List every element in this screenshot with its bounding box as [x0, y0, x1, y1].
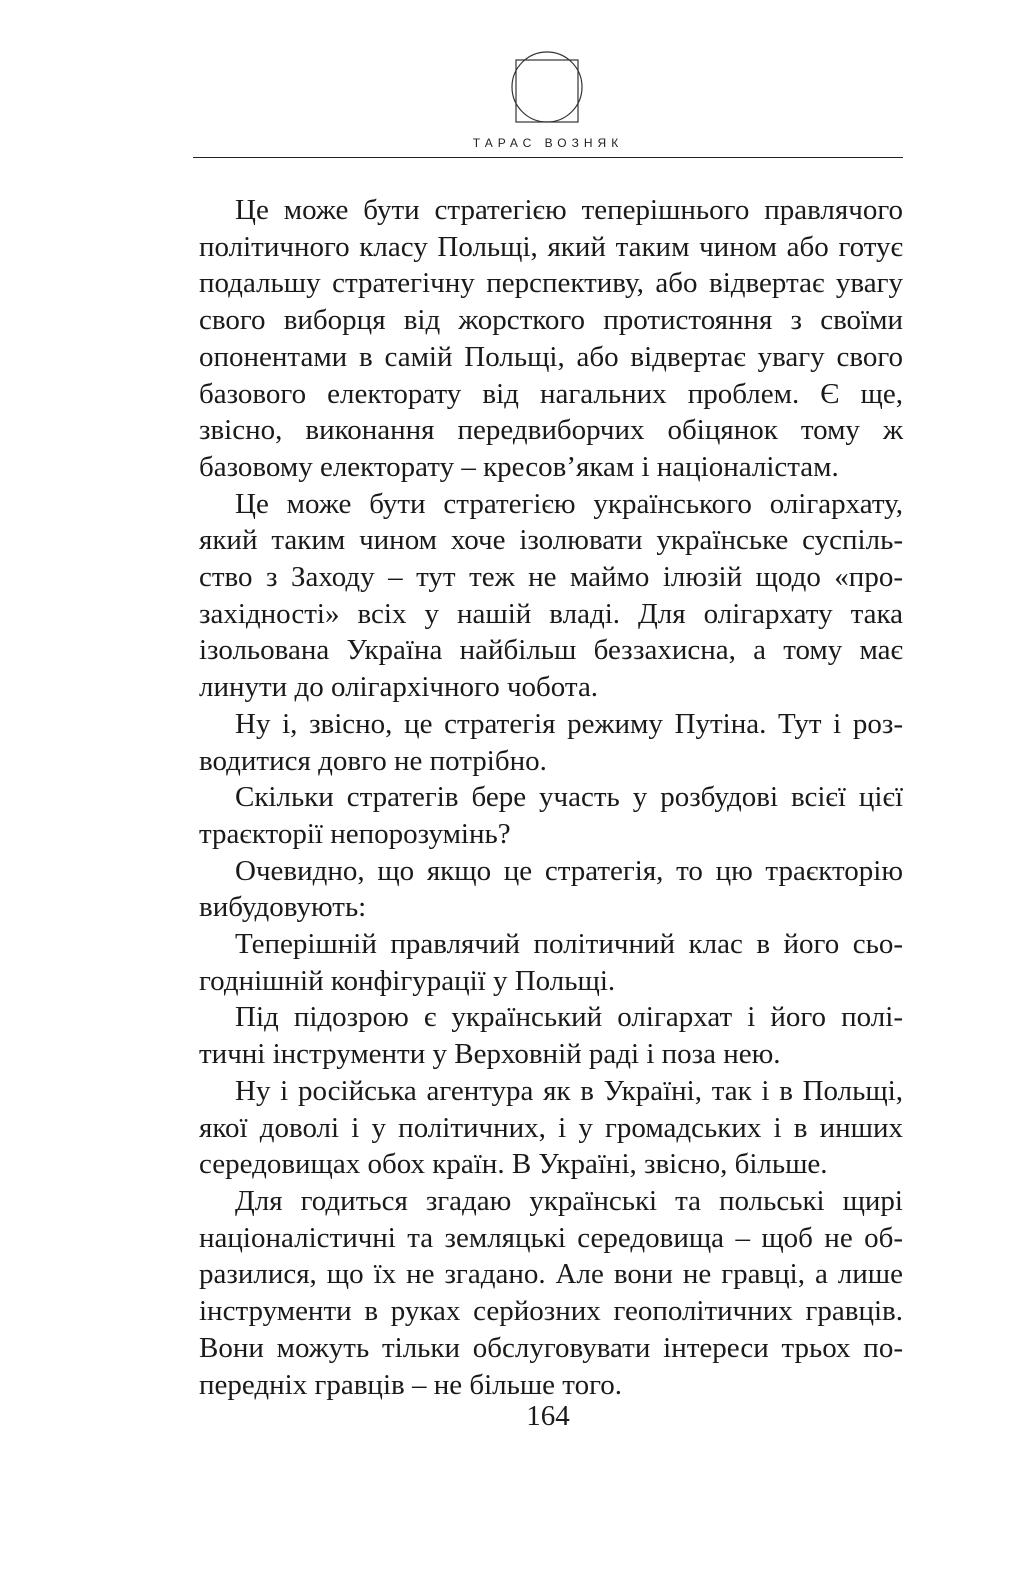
header-rule	[193, 157, 903, 158]
body-text	[199, 192, 903, 1403]
paragraph-9: Для годиться згадаю українські та польські щирі націоналістичні та земляцькі середовища – щоб не образилися, що їх не згадано. Але вони не гравці, а лише інструменти в руках серйозних геополітичних гравців. Вони можуть тільки обслуговувати інтереси трьох попередніх гравців – не більше того.	[199, 1184, 903, 1401]
page-number: 164	[526, 1400, 570, 1432]
paragraph-6: Теперішній правлячий політичний клас в його сьогоднішній конфігурації у Польщі.	[199, 928, 903, 997]
paragraph-1: Це може бути стратегією теперішнього правлячого політичного класу Польщі, який таким чином або готує подальшу стратегічну перспективу, або відвертає увагу свого виборця від жорсткого протистояння з своїми опонентами в самій Польщі, або відвертає увагу свого базового електорату від нагальних проблем. Є ще, звісно, виконання передвиборчих обіцянок тому ж базовому електорату – кресов’якам і націоналістам.	[199, 194, 903, 483]
paragraph-5: Очевидно, що якщо це стратегія, то цю траєкторію вибудовують:	[199, 854, 903, 924]
paragraph-4: Скільки стратегів бере участь у розбудові всієї цієї траєкторії непорозумінь?	[199, 781, 903, 850]
paragraph-3: Ну і, звісно, це стратегія режиму Путіна. Тут і розводитися довго не потрібно.	[199, 707, 903, 777]
circle-square-logo-icon	[511, 45, 583, 129]
paragraph-7: Під підозрою є український олігархат і його політичні інструменти у Верховній раді і поза нею.	[199, 1001, 903, 1071]
paragraph-8: Ну і російська агентура як в Україні, так і в Польщі, якої доволі і у політичних, і у громадських і в инших середовищах обох країн. В Україні, звісно, більше.	[199, 1074, 903, 1181]
running-head: ТАРАС ВОЗНЯК	[472, 136, 624, 150]
paragraph-2: Це може бути стратегією українського олігархату, який таким чином хоче ізолювати українське суспільство з Заходу – тут теж не маймо ілюзій щодо «прозахідності» всіх у нашій владі. Для олігархату така ізольована Україна найбільш беззахисна, а тому має линути до олігархічного чобота.	[199, 487, 903, 704]
